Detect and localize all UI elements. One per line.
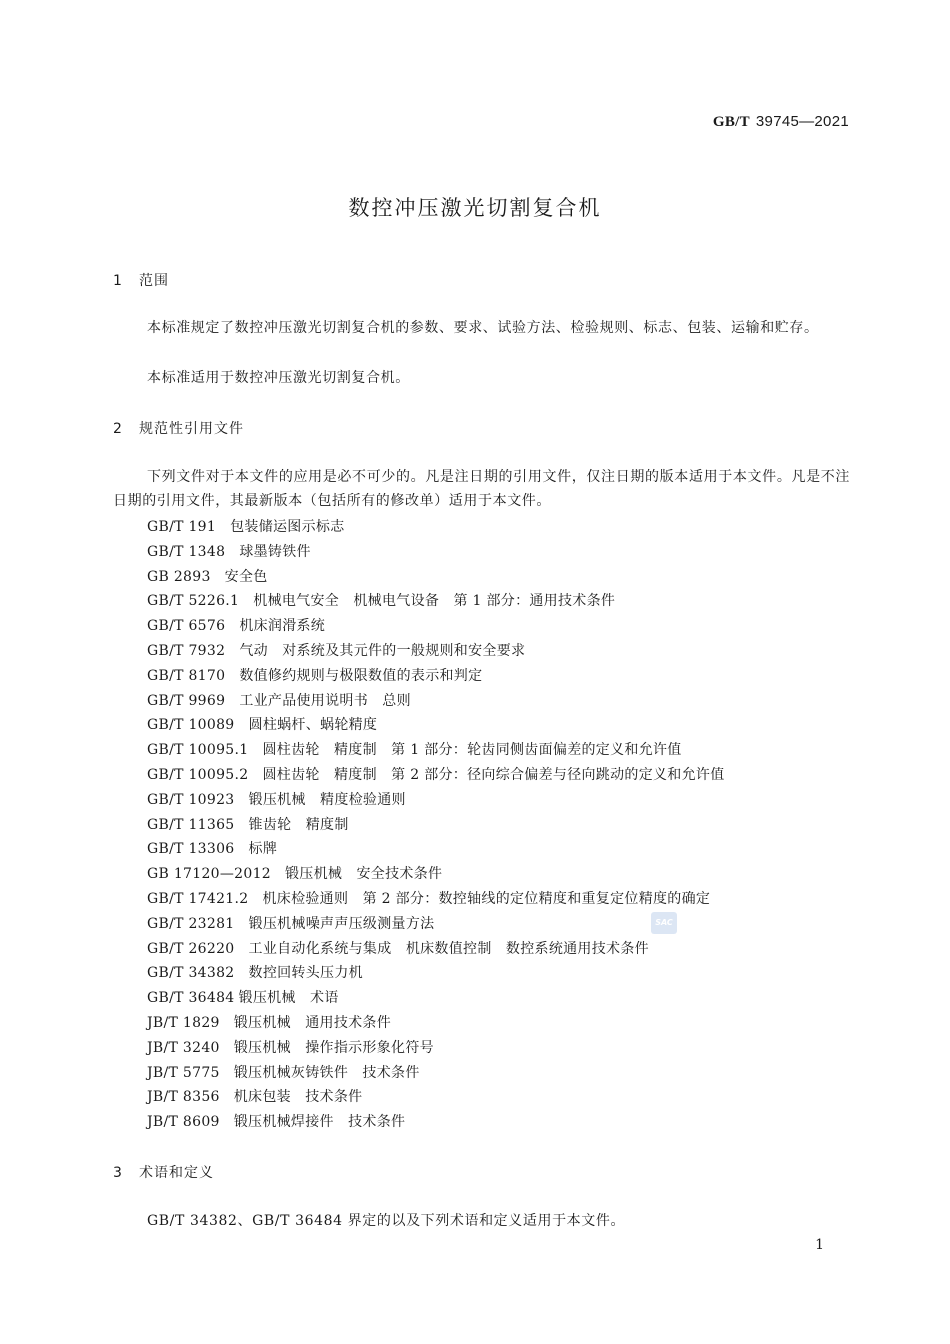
reference-item [147,788,725,813]
reference-title: 锻压机械 安全技术条件 [285,866,443,883]
reference-title: 数控回转头压力机 [248,965,363,982]
section-title: 规范性引用文件 [139,421,244,437]
reference-title: 锻压机械噪声声压级测量方法 [248,915,435,932]
reference-code: GB/T 6576 [147,618,226,635]
reference-code: GB 2893 [147,568,211,585]
section-title: 术语和定义 [139,1165,214,1181]
reference-code: JB/T 8356 [147,1089,220,1106]
document-title: 数控冲压激光切割复合机 [348,196,602,220]
reference-title: 数值修约规则与极限数值的表示和判定 [239,667,483,684]
reference-list [147,515,725,1135]
reference-code: GB/T 9969 [147,692,226,709]
reference-code: GB/T 10923 [147,791,235,808]
reference-title: 圆柱蜗杆、蜗轮精度 [248,717,378,734]
reference-code: GB/T 34382 [147,965,235,982]
reference-item [147,664,725,689]
reference-item [147,986,725,1011]
section-2-paragraph-1: 下列文件对于本文件的应用是必不可少的。凡是注日期的引用文件，仅注日期的版本适用于本文件。凡是不注日期的引用文件，其最新版本（包括所有的修改单）适用于本文件。 [113,469,850,509]
reference-item [147,961,725,986]
reference-title: 锻压机械 精度检验通则 [248,791,406,808]
reference-title: 气动 对系统及其元件的一般规则和安全要求 [239,642,526,659]
reference-code: GB/T 7932 [147,642,226,659]
section-number: 3 [113,1165,123,1181]
reference-item [147,1085,725,1110]
reference-title: 标牌 [248,841,278,858]
reference-item [147,1011,725,1036]
reference-item [147,589,725,614]
reference-item [147,713,725,738]
reference-title: 工业自动化系统与集成 机床数值控制 数控系统通用技术条件 [248,940,649,957]
section-number: 1 [113,273,123,289]
reference-item [147,862,725,887]
reference-item [147,565,725,590]
reference-title: 圆柱齿轮 精度制 第 1 部分：轮齿同侧齿面偏差的定义和允许值 [262,742,682,759]
reference-title: 锻压机械焊接件 技术条件 [233,1114,406,1131]
reference-title: 安全色 [224,568,268,585]
reference-item [147,887,725,912]
reference-item [147,515,725,540]
reference-title: 锻压机械 操作指示形象化符号 [233,1039,434,1056]
reference-code: GB/T 11365 [147,816,235,833]
reference-code: GB/T 8170 [147,667,226,684]
reference-title: 球墨铸铁件 [239,543,311,560]
reference-code: JB/T 5775 [147,1064,220,1081]
reference-item [147,540,725,565]
reference-title: 圆柱齿轮 精度制 第 2 部分：径向综合偏差与径向跳动的定义和允许值 [262,766,725,783]
reference-item [147,912,725,937]
section-3-paragraph-1: GB/T 34382、GB/T 36484 界定的以及下列术语和定义适用于本文件。 [147,1213,626,1229]
section-number: 2 [113,421,123,437]
reference-item [147,763,725,788]
section-1-paragraph-2: 本标准适用于数控冲压激光切割复合机。 [147,370,410,386]
reference-code: JB/T 8609 [147,1114,220,1131]
reference-item [147,813,725,838]
reference-item [147,639,725,664]
reference-title: 锻压机械 术语 [238,990,339,1007]
standard-code: 39745—2021 [755,113,849,130]
section-title: 范围 [139,273,169,289]
reference-item [147,689,725,714]
reference-code: GB/T 36484 [147,990,235,1007]
reference-title: 机床检验通则 第 2 部分：数控轴线的定位精度和重复定位精度的确定 [262,890,711,907]
section-3-heading [113,1162,214,1182]
standard-number [713,113,849,131]
reference-code: GB/T 10095.1 [147,742,249,759]
reference-code: GB/T 23281 [147,915,235,932]
reference-title: 锥齿轮 精度制 [248,816,349,833]
reference-item [147,614,725,639]
reference-title: 机床润滑系统 [239,618,326,635]
reference-item [147,837,725,862]
reference-title: 锻压机械 通用技术条件 [233,1014,392,1031]
reference-title: 锻压机械灰铸铁件 技术条件 [233,1064,420,1081]
reference-code: GB/T 191 [147,519,217,535]
reference-code: GB/T 17421.2 [147,890,249,907]
reference-title: 机床包装 技术条件 [233,1089,363,1106]
reference-code: JB/T 1829 [147,1014,220,1031]
reference-title: 工业产品使用说明书 总则 [239,692,411,709]
reference-code: GB/T 13306 [147,841,235,858]
reference-item [147,1036,725,1061]
reference-item [147,937,725,962]
reference-code: GB 17120—2012 [147,866,271,883]
reference-code: GB/T 10095.2 [147,766,249,783]
reference-item [147,1110,725,1135]
section-2-heading [113,418,244,438]
reference-code: GB/T 26220 [147,940,235,957]
standard-prefix: GB/T [712,114,750,130]
section-1-heading [113,270,169,290]
sac-watermark-logo: SAC [651,912,677,934]
reference-item [147,738,725,763]
reference-code: GB/T 10089 [147,717,235,734]
reference-code: JB/T 3240 [147,1039,220,1056]
section-1-paragraph-1: 本标准规定了数控冲压激光切割复合机的参数、要求、试验方法、检验规则、标志、包装、运输和贮存。 [147,320,819,336]
reference-title: 包装储运图示标志 [230,519,345,535]
reference-title: 机械电气安全 机械电气设备 第 1 部分：通用技术条件 [253,593,616,610]
page-number: 1 [815,1237,824,1253]
reference-code: GB/T 1348 [147,543,226,560]
reference-item [147,1061,725,1086]
reference-code: GB/T 5226.1 [147,593,240,610]
